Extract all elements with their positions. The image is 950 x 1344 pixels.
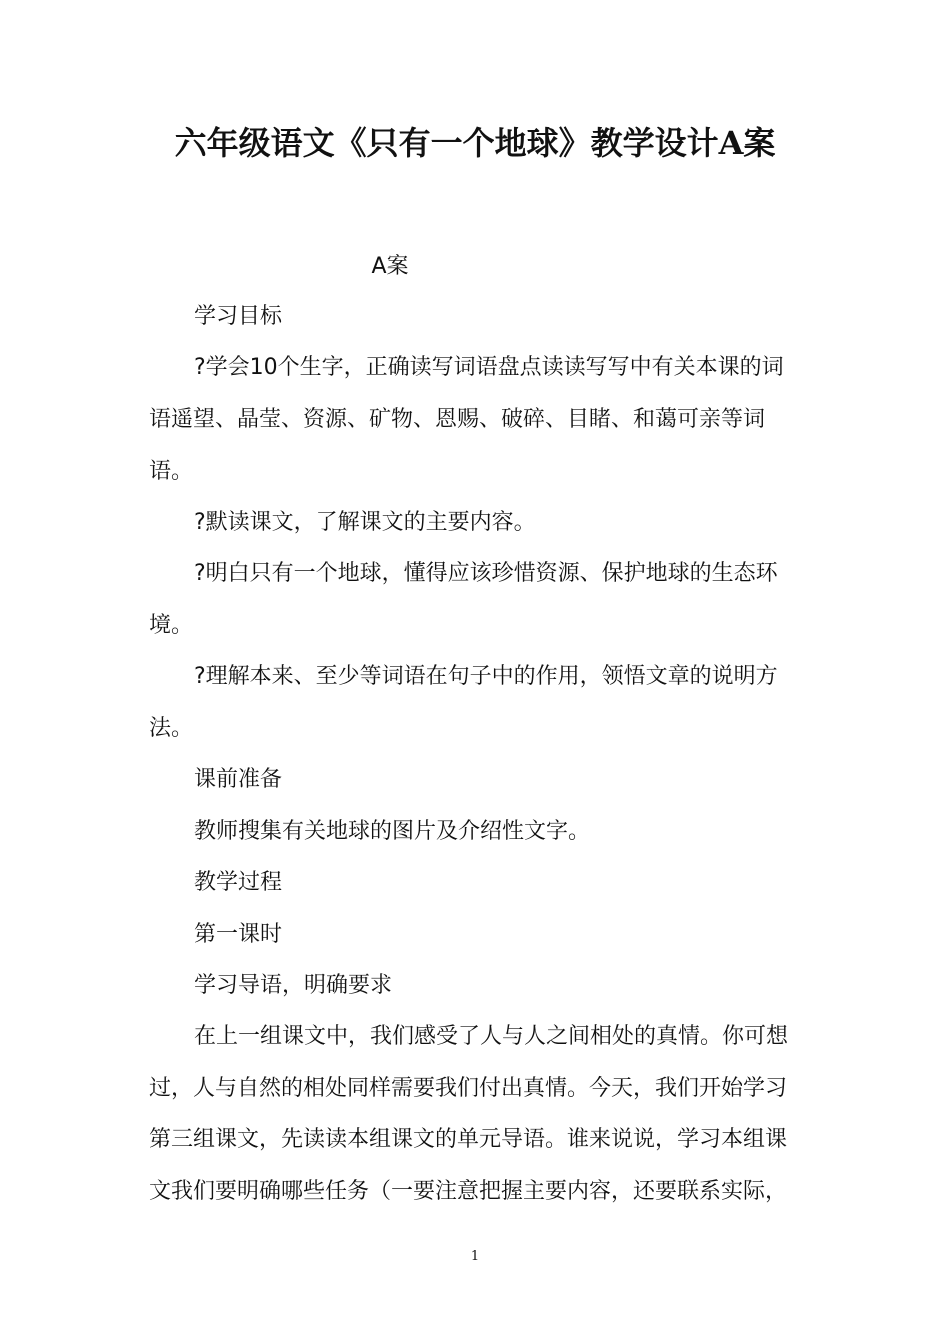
text-line: ?理解本来、至少等词语在句子中的作用，领悟文章的说明方 xyxy=(194,664,778,689)
text-line: 法。 xyxy=(149,716,194,741)
text-line: 学习导语，明确要求 xyxy=(194,973,393,998)
text-line: 第三组课文，先读读本组课文的单元导语。谁来说说，学习本组课 xyxy=(149,1127,788,1152)
text-line: 在上一组课文中，我们感受了人与人之间相处的真情。你可想 xyxy=(194,1024,789,1049)
text-line: ?明白只有一个地球，懂得应该珍惜资源、保护地球的生态环 xyxy=(194,561,778,586)
text-line: ?学会10个生字，正确读写词语盘点读读写写中有关本课的词 xyxy=(194,355,784,380)
text-line: 教师搜集有关地球的图片及介绍性文字。 xyxy=(194,819,591,844)
text-line: 教学过程 xyxy=(194,870,283,895)
text-line: 语遥望、晶莹、资源、矿物、恩赐、破碎、目睹、和蔼可亲等词 xyxy=(149,407,766,432)
text-line: 学习目标 xyxy=(194,304,283,329)
text-line: 文我们要明确哪些任务（一要注意把握主要内容，还要联系实际， xyxy=(149,1179,788,1204)
text-line: 过，人与自然的相处同样需要我们付出真情。今天，我们开始学习 xyxy=(149,1076,788,1101)
document-title: 六年级语文《只有一个地球》教学设计A案 xyxy=(174,124,776,162)
text-line: 课前准备 xyxy=(194,767,283,792)
page-number: 1 xyxy=(470,1249,480,1264)
text-line: ?默读课文，了解课文的主要内容。 xyxy=(194,510,536,535)
text-line: 第一课时 xyxy=(194,922,283,947)
text-line: 语。 xyxy=(149,459,194,484)
section-label: A案 xyxy=(371,254,409,279)
text-line: 境。 xyxy=(149,613,194,638)
